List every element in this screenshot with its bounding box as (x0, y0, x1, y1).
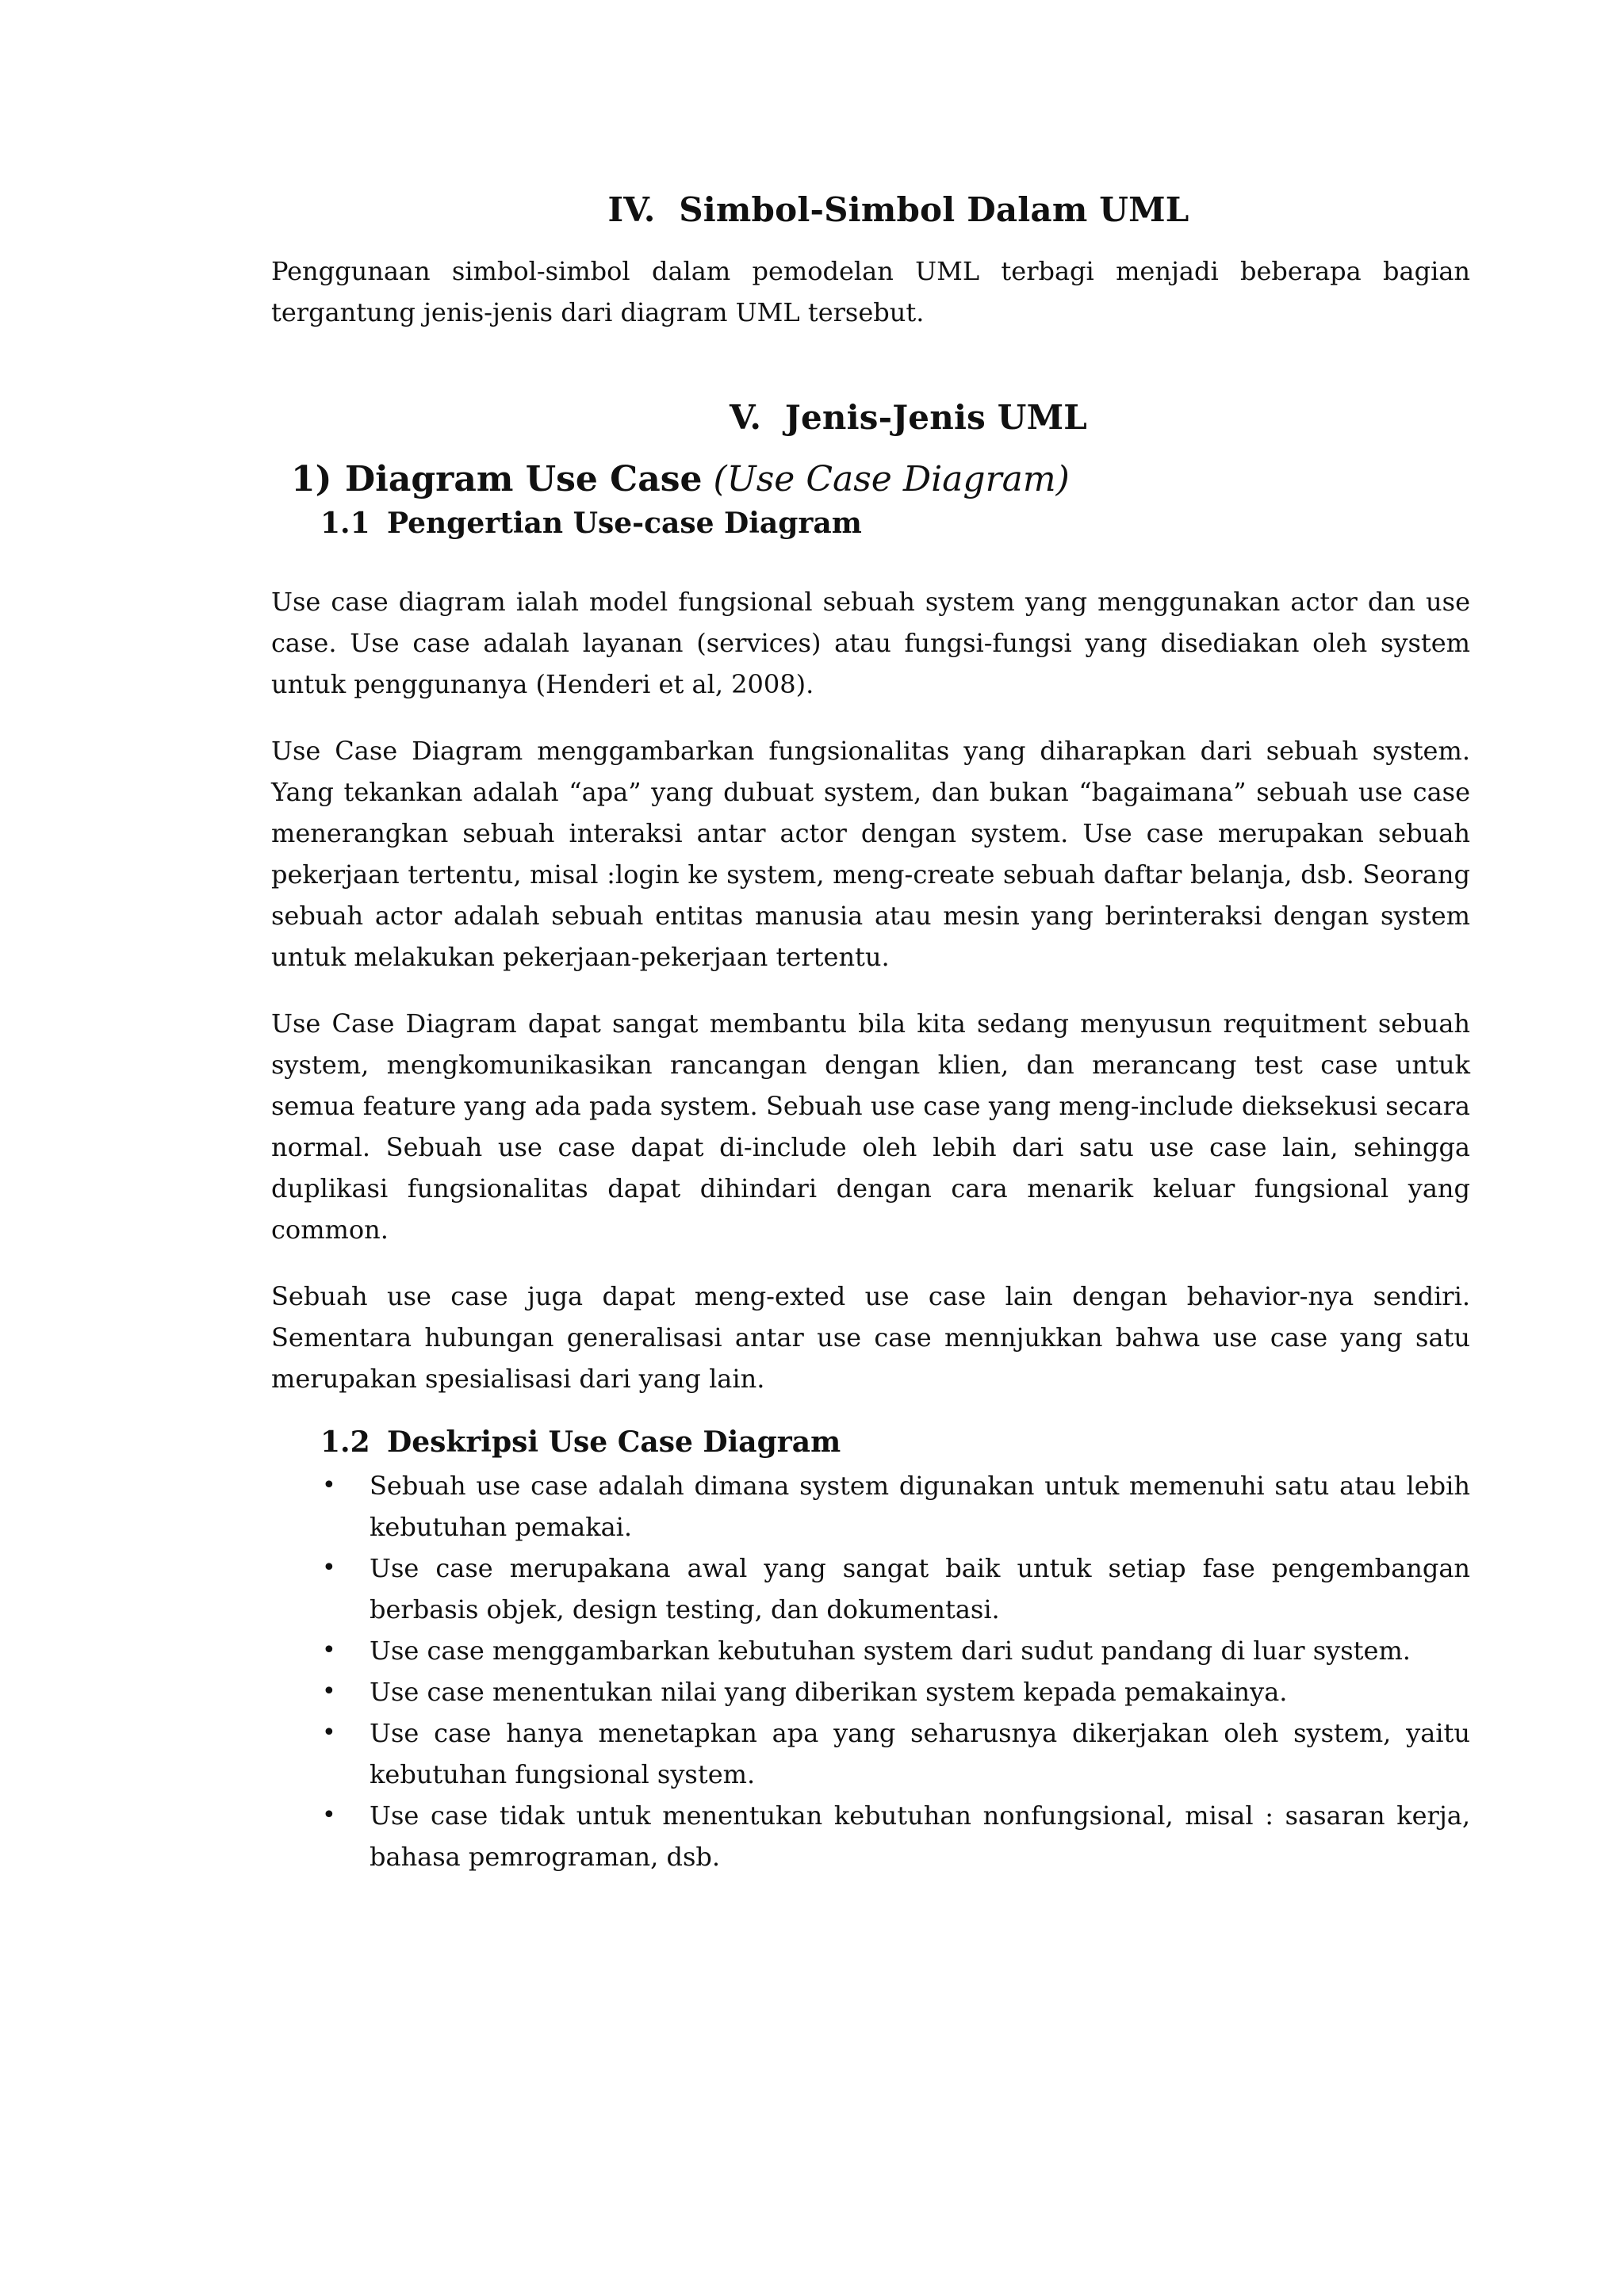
document-page (271, 190, 1470, 1877)
subsection-1-1-title: Pengertian Use-case Diagram (387, 506, 862, 540)
section-4-number: IV. (607, 190, 656, 229)
list-item-text: Use case merupakana awal yang sangat baik untuk setiap fase pengembangan berbasis objek, design testing, dan dokumentasi. (370, 1552, 1470, 1624)
list-item-text: Use case menentukan nilai yang diberikan system kepada pemakainya. (370, 1676, 1288, 1707)
list-item-text: Use case tidak untuk menentukan kebutuhan nonfungsional, misal : sasaran kerja, bahasa pemrograman, dsb. (370, 1800, 1470, 1872)
paragraph-use-case-extend: Sebuah use case juga dapat meng-exted use case lain dengan behavior-nya sendiri. Sementara hubungan generalisasi antar use case mennjukkan bahwa use case yang satu merupakan spesialisasi dari yang lain. (271, 1280, 1470, 1394)
subsection-1-title: Diagram Use Case (345, 458, 703, 499)
paragraph-use-case-benefits: Use Case Diagram dapat sangat membantu bila kita sedang menyusun requitment sebuah system, mengkomunikasikan rancangan dengan klien, dan merancang test case untuk semua feature yang ada pada system. Sebuah use case yang meng-include dieksekusi secara normal. Sebuah use case dapat di-include oleh lebih dari satu use case lain, sehingga duplikasi fungsionalitas dapat dihindari dengan cara menarik keluar fungsional yang common. (271, 1008, 1470, 1245)
section-4-title: Simbol-Simbol Dalam UML (679, 190, 1189, 229)
section-4-paragraph: Penggunaan simbol-simbol dalam pemodelan UML terbagi menjadi beberapa bagian tergantung jenis-jenis dari diagram UML tersebut. (271, 256, 1470, 328)
bullet-icon: • (322, 1800, 336, 1829)
list-item (271, 1795, 1470, 1877)
section-5-title: Jenis-Jenis UML (784, 398, 1088, 438)
bullet-icon: • (322, 1636, 336, 1664)
subsection-1-number: 1) (291, 458, 332, 499)
paragraph-use-case-definition: Use case diagram ialah model fungsional sebuah system yang menggunakan actor dan use case. Use case adalah layanan (services) atau fungsi-fungsi yang disediakan oleh system untuk penggunanya (Henderi et al, 2008). (271, 586, 1470, 699)
list-item-text: Use case menggambarkan kebutuhan system dari sudut pandang di luar system. (370, 1635, 1411, 1666)
list-item (271, 1712, 1470, 1795)
description-bullet-list (271, 1465, 1470, 1877)
list-item (271, 1548, 1470, 1630)
list-item-text: Use case hanya menetapkan apa yang seharusnya dikerjakan oleh system, yaitu kebutuhan fungsional system. (370, 1717, 1470, 1789)
subsection-1-2-heading (320, 1425, 1470, 1460)
list-item-text: Sebuah use case adalah dimana system digunakan untuk memenuhi satu atau lebih kebutuhan pemakai. (370, 1470, 1470, 1542)
subsection-1-1-heading (320, 506, 1470, 541)
subsection-1-heading (291, 459, 1470, 501)
list-item (271, 1671, 1470, 1712)
list-item (271, 1630, 1470, 1671)
bullet-icon: • (322, 1553, 336, 1582)
subsection-1-2-title: Deskripsi Use Case Diagram (387, 1425, 841, 1459)
bullet-icon: • (322, 1718, 336, 1747)
subsection-1-2-number: 1.2 (320, 1425, 370, 1459)
subsection-1-english-title: (Use Case Diagram) (713, 458, 1070, 499)
bullet-icon: • (322, 1677, 336, 1705)
section-4-heading (271, 190, 1470, 230)
section-5-number: V. (729, 398, 762, 438)
subsection-1-1-number: 1.1 (320, 506, 370, 540)
section-5-heading (271, 398, 1470, 438)
bullet-icon: • (322, 1471, 336, 1499)
list-item (271, 1465, 1470, 1548)
paragraph-use-case-functionality: Use Case Diagram menggambarkan fungsionalitas yang diharapkan dari sebuah system. Yang tekankan adalah “apa” yang dubuat system, dan bukan “bagaimana” sebuah use case menerangkan sebuah interaksi antar actor dengan system. Use case merupakan sebuah pekerjaan tertentu, misal :login ke system, meng-create sebuah daftar belanja, dsb. Seorang sebuah actor adalah sebuah entitas manusia atau mesin yang berinteraksi dengan system untuk melakukan pekerjaan-pekerjaan tertentu. (271, 735, 1470, 972)
